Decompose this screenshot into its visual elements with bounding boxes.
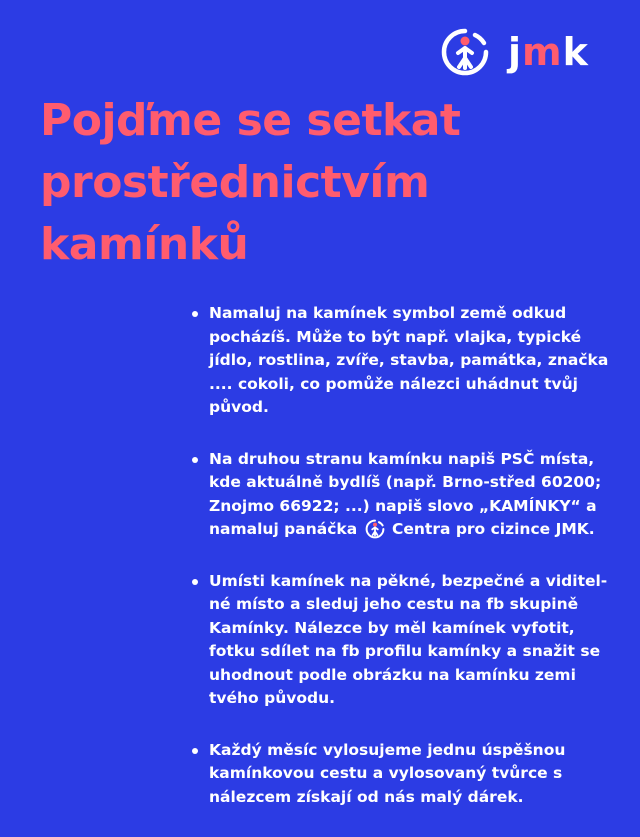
list-item-line: jídlo, rostlina, zvíře, stavba, památka, značka xyxy=(209,351,609,369)
list-item xyxy=(192,302,612,420)
title-line-1: Pojďme se setkat xyxy=(40,95,461,146)
list-item-line: kamínkovou cestu a vylosovaný tvůrce s xyxy=(209,764,563,782)
list-item xyxy=(192,448,612,542)
list-item-line: uhodnout podle obrázku na kamínku zemi xyxy=(209,665,576,684)
logo-letter-m: m xyxy=(522,30,561,74)
list-item-line: namaluj panáčka xyxy=(209,520,358,538)
jmk-logo xyxy=(440,22,610,82)
list-item-line: Kamínky. Nálezce by měl kamínek vyfotit, xyxy=(209,618,575,637)
logo-wordmark xyxy=(508,30,587,74)
list-item-line: Každý měsíc vylosujeme jednu úspěšnou xyxy=(209,740,566,759)
list-item-line: původ. xyxy=(209,398,269,416)
list-item-line: .... cokoli, co pomůže nálezci uhádnut tvůj xyxy=(209,374,578,393)
person-circle-icon xyxy=(440,27,490,77)
list-item-line: fotku sdílet na fb profilu kamínky a snažit se xyxy=(209,642,601,660)
title-line-2: prostřednictvím xyxy=(40,157,430,208)
list-item-line: kde aktuálně bydlíš (např. Brno-střed 60200; xyxy=(209,473,602,491)
page-title xyxy=(40,90,480,276)
logo-letter-j: j xyxy=(508,30,521,74)
list-item-line: Namaluj na kamínek symbol země odkud xyxy=(209,304,567,322)
list-item xyxy=(192,739,612,810)
list-item xyxy=(192,570,612,711)
list-item-line: né místo a sleduj jeho cestu na fb skupině xyxy=(209,595,579,613)
list-item-line: Centra pro cizince JMK. xyxy=(391,520,595,538)
list-item-line: Na druhou stranu kamínku napiš PSČ místa, xyxy=(209,449,595,468)
title-line-3: kamínků xyxy=(40,219,249,270)
logo-letter-k: k xyxy=(562,30,587,74)
list-item-line: Znojmo 66922; ...) napiš slovo „KAMÍNKY“ a xyxy=(209,496,597,515)
list-item-line: nálezcem získají od nás malý dárek. xyxy=(209,787,524,806)
person-circle-icon xyxy=(365,519,385,539)
instructions-list xyxy=(192,302,612,837)
list-item-line: tvého původu. xyxy=(209,689,336,707)
list-item-line: Umísti kamínek na pěkné, bezpečné a viditel- xyxy=(209,571,608,590)
list-item-line: pocházíš. Může to být např. vlajka, typické xyxy=(209,327,582,346)
